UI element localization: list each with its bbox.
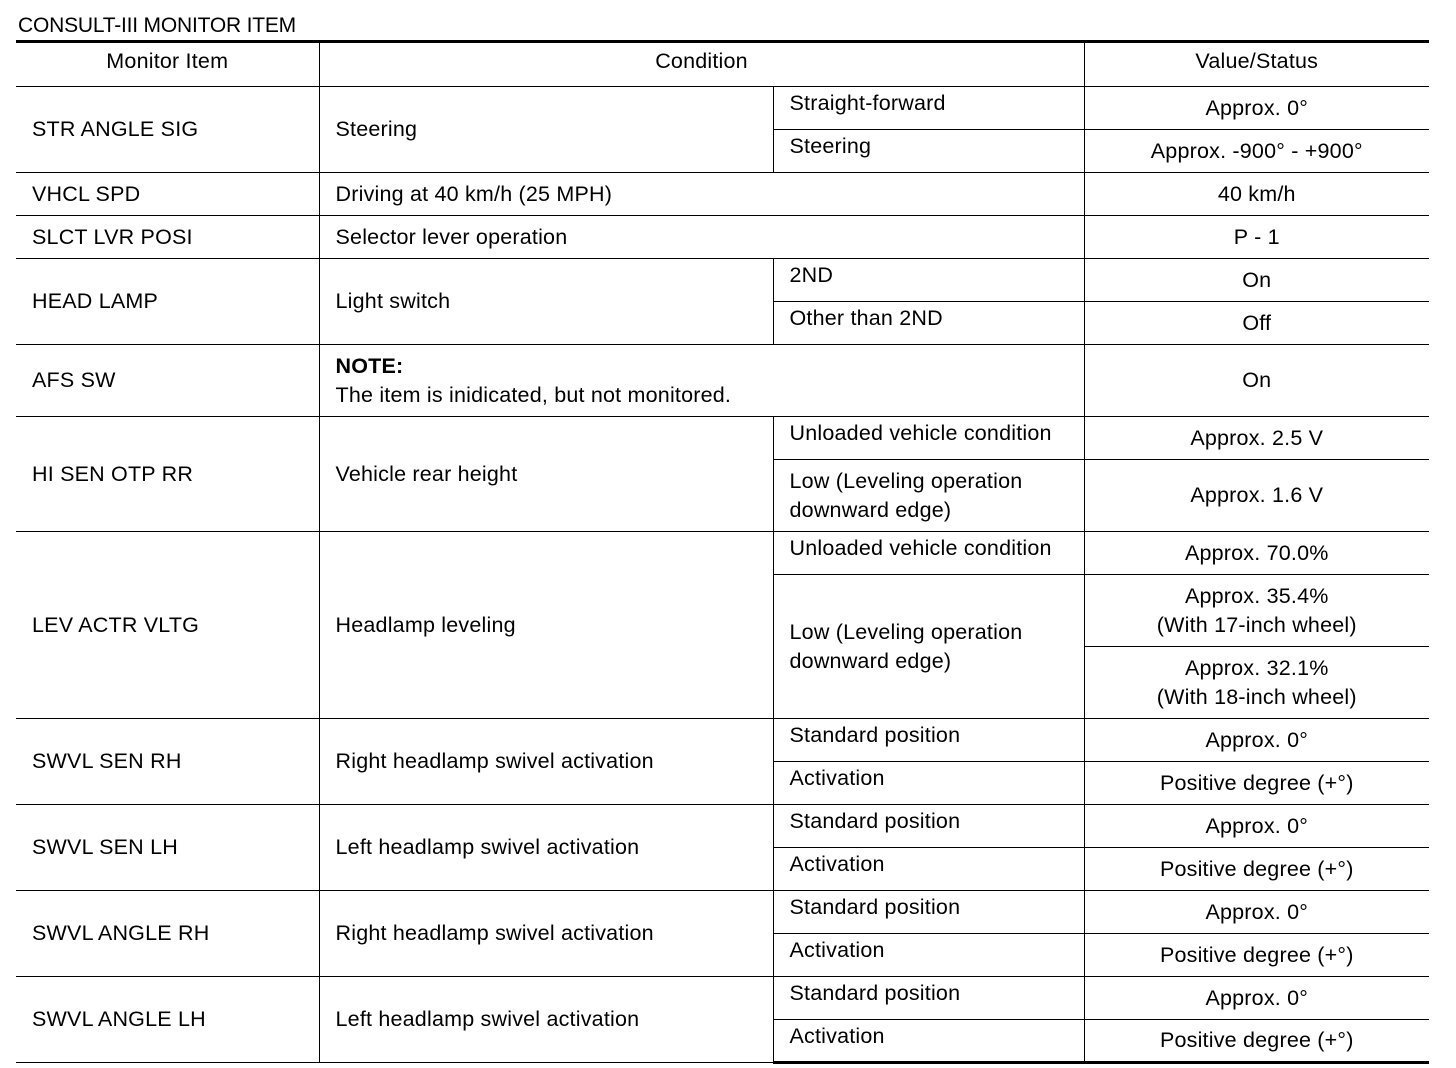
condition-cell: Selector lever operation xyxy=(319,216,1084,259)
value-cell: 40 km/h xyxy=(1084,173,1429,216)
monitor-item-cell: HEAD LAMP xyxy=(16,259,319,345)
header-row xyxy=(16,42,1429,87)
value-cell: P - 1 xyxy=(1084,216,1429,259)
value-line: Approx. 32.1% xyxy=(1184,655,1329,680)
monitor-item-cell: AFS SW xyxy=(16,345,319,417)
monitor-item-cell: HI SEN OTP RR xyxy=(16,417,319,532)
sub-condition-cell: Activation xyxy=(773,1020,1084,1063)
table-row xyxy=(16,216,1429,259)
table-row xyxy=(16,173,1429,216)
condition-cell: Light switch xyxy=(319,259,773,345)
monitor-item-cell: SLCT LVR POSI xyxy=(16,216,319,259)
table-row xyxy=(16,345,1429,417)
value-cell: Approx. 0° xyxy=(1084,891,1429,934)
condition-cell: Vehicle rear height xyxy=(319,417,773,532)
monitor-item-cell: SWVL SEN LH xyxy=(16,805,319,891)
value-cell: Approx. 1.6 V xyxy=(1084,460,1429,532)
value-line: Approx. 35.4% xyxy=(1184,583,1329,608)
condition-cell: Left headlamp swivel activation xyxy=(319,805,773,891)
note-text: The item is inidicated, but not monitored. xyxy=(335,382,732,407)
value-cell: Off xyxy=(1084,302,1429,345)
value-cell: Approx. 70.0% xyxy=(1084,532,1429,575)
condition-cell: Steering xyxy=(319,87,773,173)
condition-cell: Driving at 40 km/h (25 MPH) xyxy=(319,173,1084,216)
header-monitor-item: Monitor Item xyxy=(16,42,319,87)
sub-condition-line: Low (Leveling operation xyxy=(789,468,1023,493)
table-row xyxy=(16,977,1429,1020)
sub-condition-cell: Unloaded vehicle condition xyxy=(773,532,1084,575)
sub-condition-cell: Other than 2ND xyxy=(773,302,1084,345)
value-cell: Positive degree (+°) xyxy=(1084,762,1429,805)
sub-condition-cell: Standard position xyxy=(773,891,1084,934)
sub-condition-cell: Activation xyxy=(773,762,1084,805)
page-title: CONSULT-III MONITOR ITEM xyxy=(18,14,296,37)
condition-cell: Left headlamp swivel activation xyxy=(319,977,773,1063)
condition-cell xyxy=(319,345,1084,417)
value-cell: On xyxy=(1084,259,1429,302)
sub-condition-cell: Activation xyxy=(773,848,1084,891)
monitor-item-cell: SWVL ANGLE RH xyxy=(16,891,319,977)
sub-condition-cell: Activation xyxy=(773,934,1084,977)
sub-condition-line: downward edge) xyxy=(789,497,952,522)
table-row xyxy=(16,891,1429,934)
header-condition: Condition xyxy=(319,42,1084,87)
value-cell: Positive degree (+°) xyxy=(1084,1020,1429,1063)
sub-condition-cell: Steering xyxy=(773,130,1084,173)
sub-condition-cell: Standard position xyxy=(773,977,1084,1020)
sub-condition-cell: 2ND xyxy=(773,259,1084,302)
table-row xyxy=(16,87,1429,130)
monitor-item-cell: LEV ACTR VLTG xyxy=(16,532,319,719)
value-cell: Approx. -900° - +900° xyxy=(1084,130,1429,173)
sub-condition-cell xyxy=(773,575,1084,719)
value-cell: Approx. 0° xyxy=(1084,87,1429,130)
value-cell xyxy=(1084,575,1429,647)
value-cell xyxy=(1084,647,1429,719)
table-row xyxy=(16,259,1429,302)
value-line: (With 18-inch wheel) xyxy=(1156,684,1357,709)
monitor-item-cell: SWVL ANGLE LH xyxy=(16,977,319,1063)
monitor-item-cell: STR ANGLE SIG xyxy=(16,87,319,173)
value-cell: On xyxy=(1084,345,1429,417)
sub-condition-line: downward edge) xyxy=(789,648,952,673)
value-cell: Positive degree (+°) xyxy=(1084,934,1429,977)
value-cell: Approx. 2.5 V xyxy=(1084,417,1429,460)
value-cell: Positive degree (+°) xyxy=(1084,848,1429,891)
monitor-item-table xyxy=(16,40,1429,1064)
table-row xyxy=(16,719,1429,762)
table-row xyxy=(16,417,1429,460)
sub-condition-cell xyxy=(773,460,1084,532)
value-cell: Approx. 0° xyxy=(1084,805,1429,848)
note-label: NOTE: xyxy=(335,353,404,378)
table-row xyxy=(16,805,1429,848)
monitor-item-cell: VHCL SPD xyxy=(16,173,319,216)
header-value-status: Value/Status xyxy=(1084,42,1429,87)
sub-condition-cell: Unloaded vehicle condition xyxy=(773,417,1084,460)
condition-cell: Right headlamp swivel activation xyxy=(319,891,773,977)
sub-condition-cell: Standard position xyxy=(773,719,1084,762)
sub-condition-cell: Standard position xyxy=(773,805,1084,848)
value-cell: Approx. 0° xyxy=(1084,977,1429,1020)
value-cell: Approx. 0° xyxy=(1084,719,1429,762)
sub-condition-line: Low (Leveling operation xyxy=(789,619,1023,644)
table-row xyxy=(16,532,1429,575)
condition-cell: Headlamp leveling xyxy=(319,532,773,719)
condition-cell: Right headlamp swivel activation xyxy=(319,719,773,805)
value-line: (With 17-inch wheel) xyxy=(1156,612,1357,637)
monitor-item-cell: SWVL SEN RH xyxy=(16,719,319,805)
sub-condition-cell: Straight-forward xyxy=(773,87,1084,130)
